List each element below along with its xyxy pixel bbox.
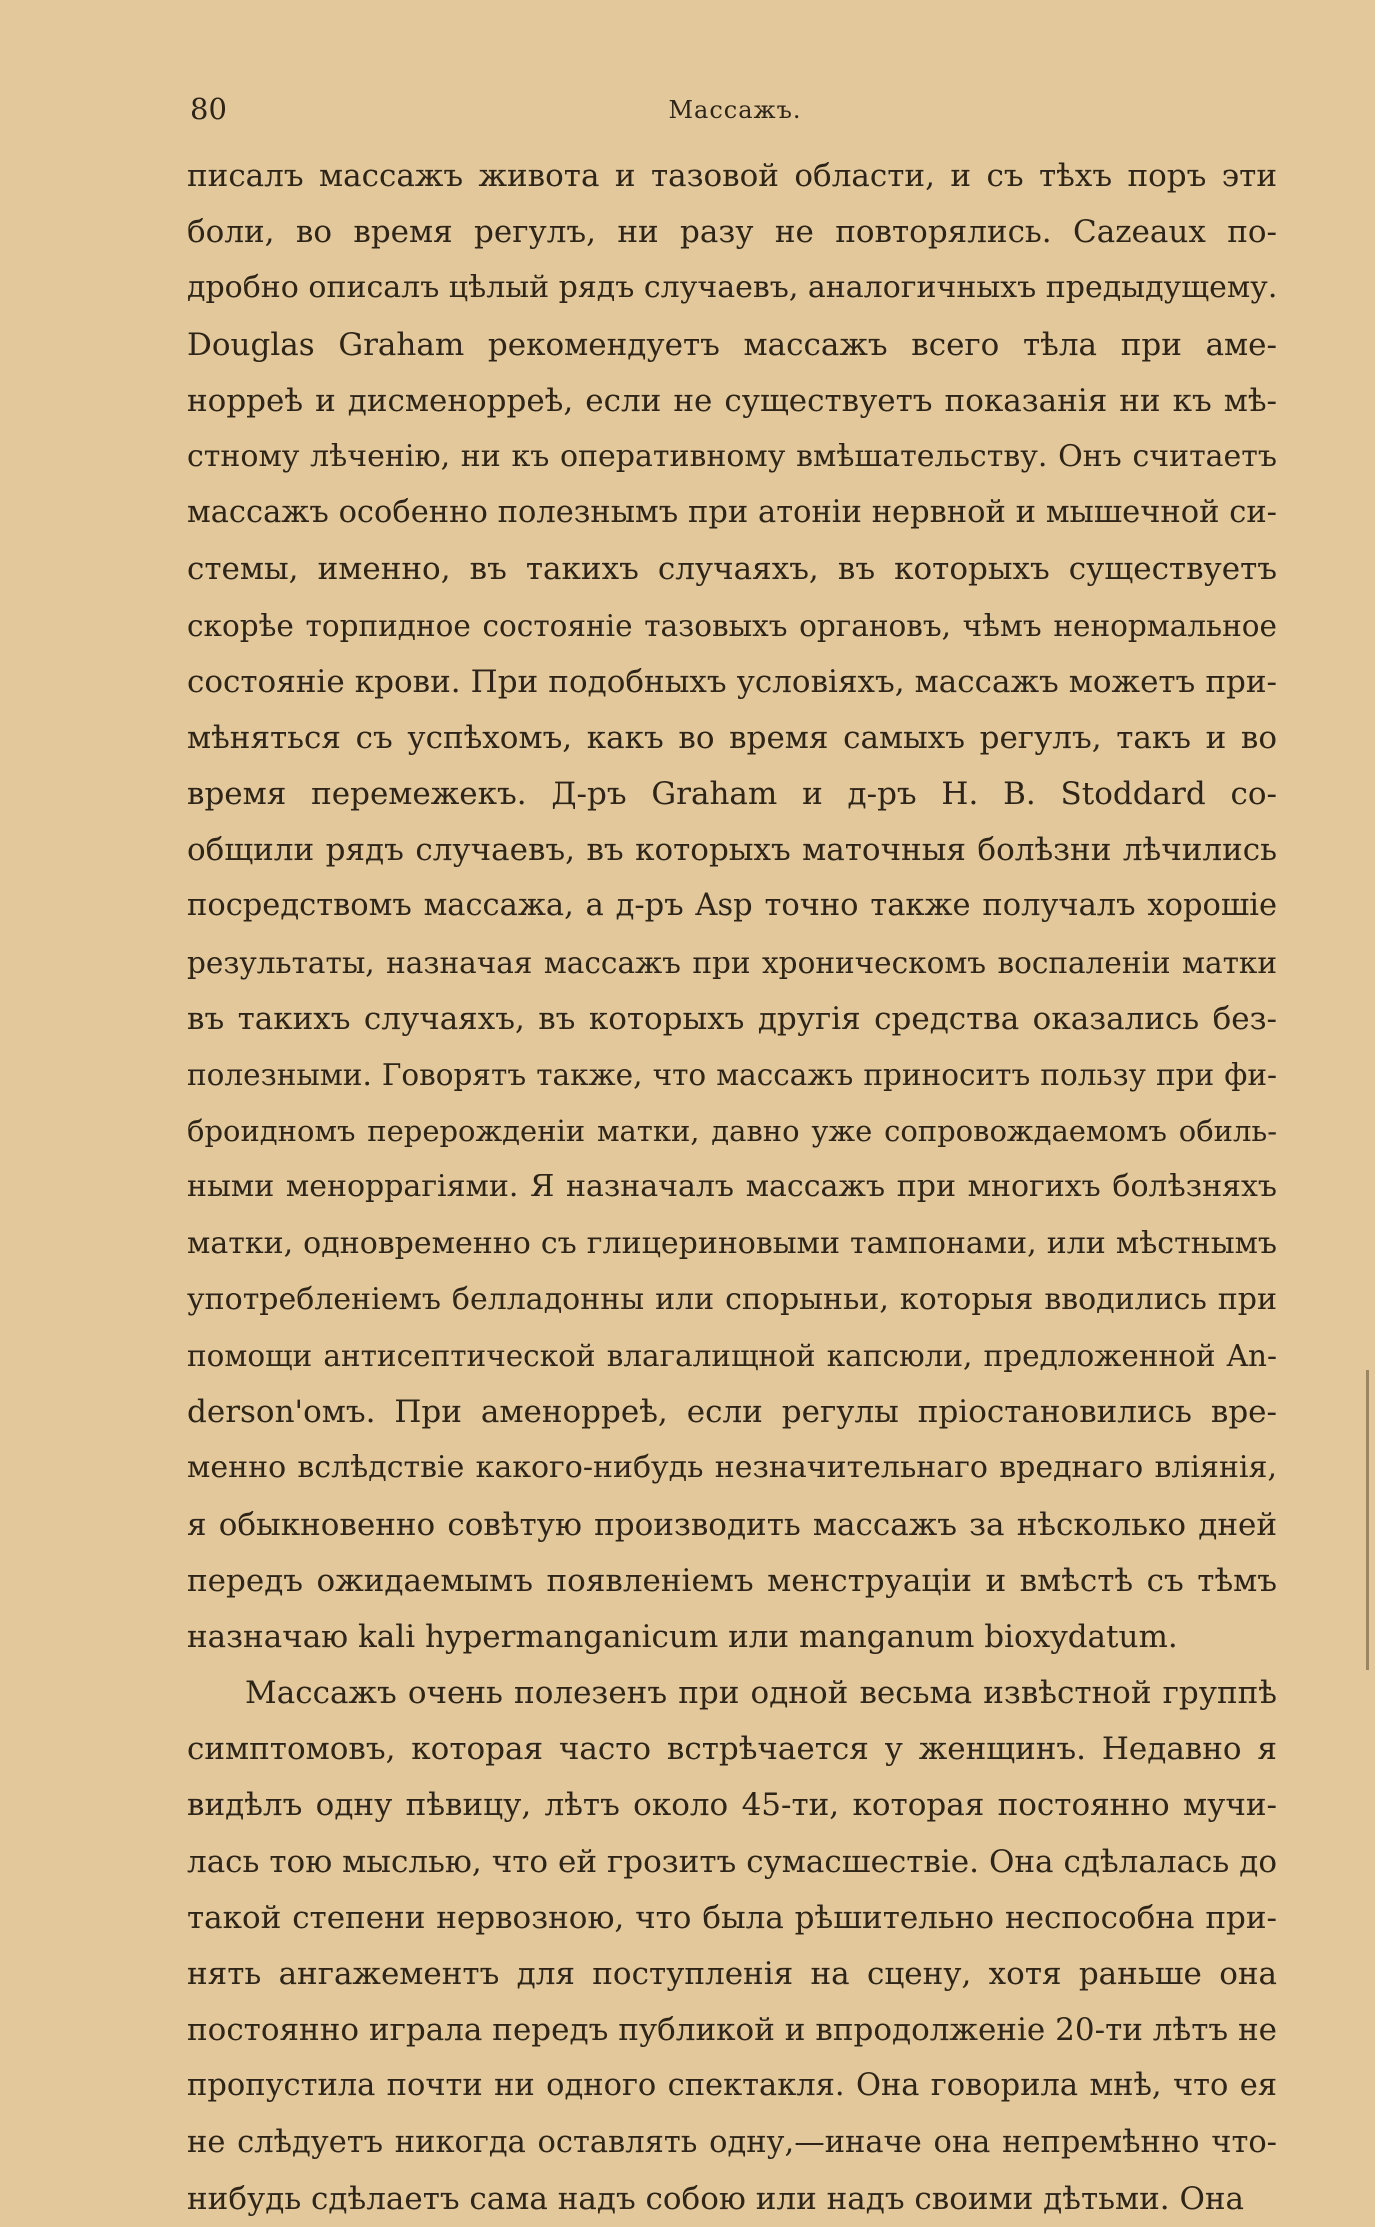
page-number: 80: [190, 92, 227, 126]
text-line: употребленіемъ белладонны или спорыньи, которыя вводились при: [187, 1281, 1277, 1317]
text-line: нять ангажементъ для поступленія на сцену, хотя раньше она: [187, 1956, 1277, 1992]
text-line: норреѣ и дисменорреѣ, если не существуетъ показанія ни къ мѣ-: [187, 382, 1277, 419]
text-line: результаты, назначая массажъ при хроническомъ воспаленіи матки: [187, 945, 1277, 980]
text-line: состояніе крови. При подобныхъ условіяхъ, массажъ можетъ при-: [187, 663, 1277, 700]
text-line: стному лѣченію, ни къ оперативному вмѣшательству. Онъ считаетъ: [187, 438, 1277, 474]
text-line: такой степени нервозною, что была рѣшительно неспособна при-: [187, 1899, 1277, 1936]
text-line: въ такихъ случаяхъ, въ которыхъ другія средства оказались без-: [187, 1000, 1277, 1037]
text-line: передъ ожидаемымъ появленіемъ менструаціи и вмѣстѣ съ тѣмъ: [187, 1562, 1277, 1599]
page-edge-shadow: [1366, 1370, 1369, 1670]
text-line: скорѣе торпидное состояніе тазовыхъ органовъ, чѣмъ ненормальное: [187, 608, 1277, 643]
text-line: писалъ массажъ живота и тазовой области, и съ тѣхъ поръ эти: [187, 158, 1277, 194]
text-line: постоянно играла передъ публикой и впродолженіе 20-ти лѣтъ не: [187, 2012, 1277, 2049]
text-line: нибудь сдѣлаетъ сама надъ собою или надъ своими дѣтьми. Она: [187, 2180, 1245, 2217]
text-line: мѣняться съ успѣхомъ, какъ во время самыхъ регулъ, такъ и во: [187, 719, 1277, 756]
text-line: назначаю kali hypermanganicum или manganum bioxydatum.: [187, 1618, 1178, 1655]
text-line: пропустила почти ни одного спектакля. Она говорила мнѣ, что ея: [187, 2068, 1277, 2104]
text-line: Массажъ очень полезенъ при одной весьма извѣстной группѣ: [245, 1675, 1277, 1712]
running-title: Массажъ.: [668, 96, 802, 124]
text-line: матки, одновременно съ глицериновыми тампонами, или мѣстнымъ: [187, 1225, 1277, 1261]
text-line: полезными. Говорятъ также, что массажъ приноситъ пользу при фи-: [187, 1058, 1277, 1092]
text-line: симптомовъ, которая часто встрѣчается у женщинъ. Недавно я: [187, 1731, 1277, 1768]
text-line: посредствомъ массажа, а д-ръ Asp точно также получалъ хорошіе: [187, 888, 1277, 924]
text-line: ными меноррагіями. Я назначалъ массажъ при многихъ болѣзняхъ: [187, 1169, 1277, 1205]
text-line: derson'омъ. При аменорреѣ, если регулы пріостановились вре-: [187, 1394, 1277, 1431]
body-text: [187, 148, 1277, 2227]
text-line: броидномъ перерожденіи матки, давно уже сопровождаемомъ обиль-: [187, 1114, 1277, 1149]
text-line: время перемежекъ. Д-ръ Graham и д-ръ H. B. Stoddard со-: [187, 776, 1277, 813]
page-header: [190, 92, 1280, 132]
text-line: стемы, именно, въ такихъ случаяхъ, въ которыхъ существуетъ: [187, 551, 1277, 588]
text-line: лась тою мыслью, что ей грозитъ сумасшествіе. Она сдѣлалась до: [187, 1843, 1277, 1880]
text-line: дробно описалъ цѣлый рядъ случаевъ, аналогичныхъ предыдущему.: [187, 270, 1277, 306]
text-line: Douglas Graham рекомендуетъ массажъ всего тѣла при аме-: [187, 326, 1277, 363]
text-line: массажъ особенно полезнымъ при атоніи нервной и мышечной си-: [187, 495, 1277, 531]
paragraph: [187, 148, 1277, 1665]
text-line: видѣлъ одну пѣвицу, лѣтъ около 45-ти, которая постоянно мучи-: [187, 1787, 1277, 1824]
text-line: помощи антисептической влагалищной капсюли, предложенной An-: [187, 1338, 1277, 1373]
text-line: не слѣдуетъ никогда оставлять одну,—иначе она непремѣнно что-: [187, 2124, 1277, 2160]
text-line: общили рядъ случаевъ, въ которыхъ маточныя болѣзни лѣчились: [187, 832, 1277, 869]
text-line: я обыкновенно совѣтую производить массажъ за нѣсколько дней: [187, 1506, 1277, 1543]
text-line: боли, во время регулъ, ни разу не повторялись. Cazeaux по-: [187, 214, 1277, 251]
paragraph: [187, 1665, 1277, 2227]
text-line: менно вслѣдствіе какого-нибудь незначительнаго вреднаго вліянія,: [187, 1450, 1277, 1486]
